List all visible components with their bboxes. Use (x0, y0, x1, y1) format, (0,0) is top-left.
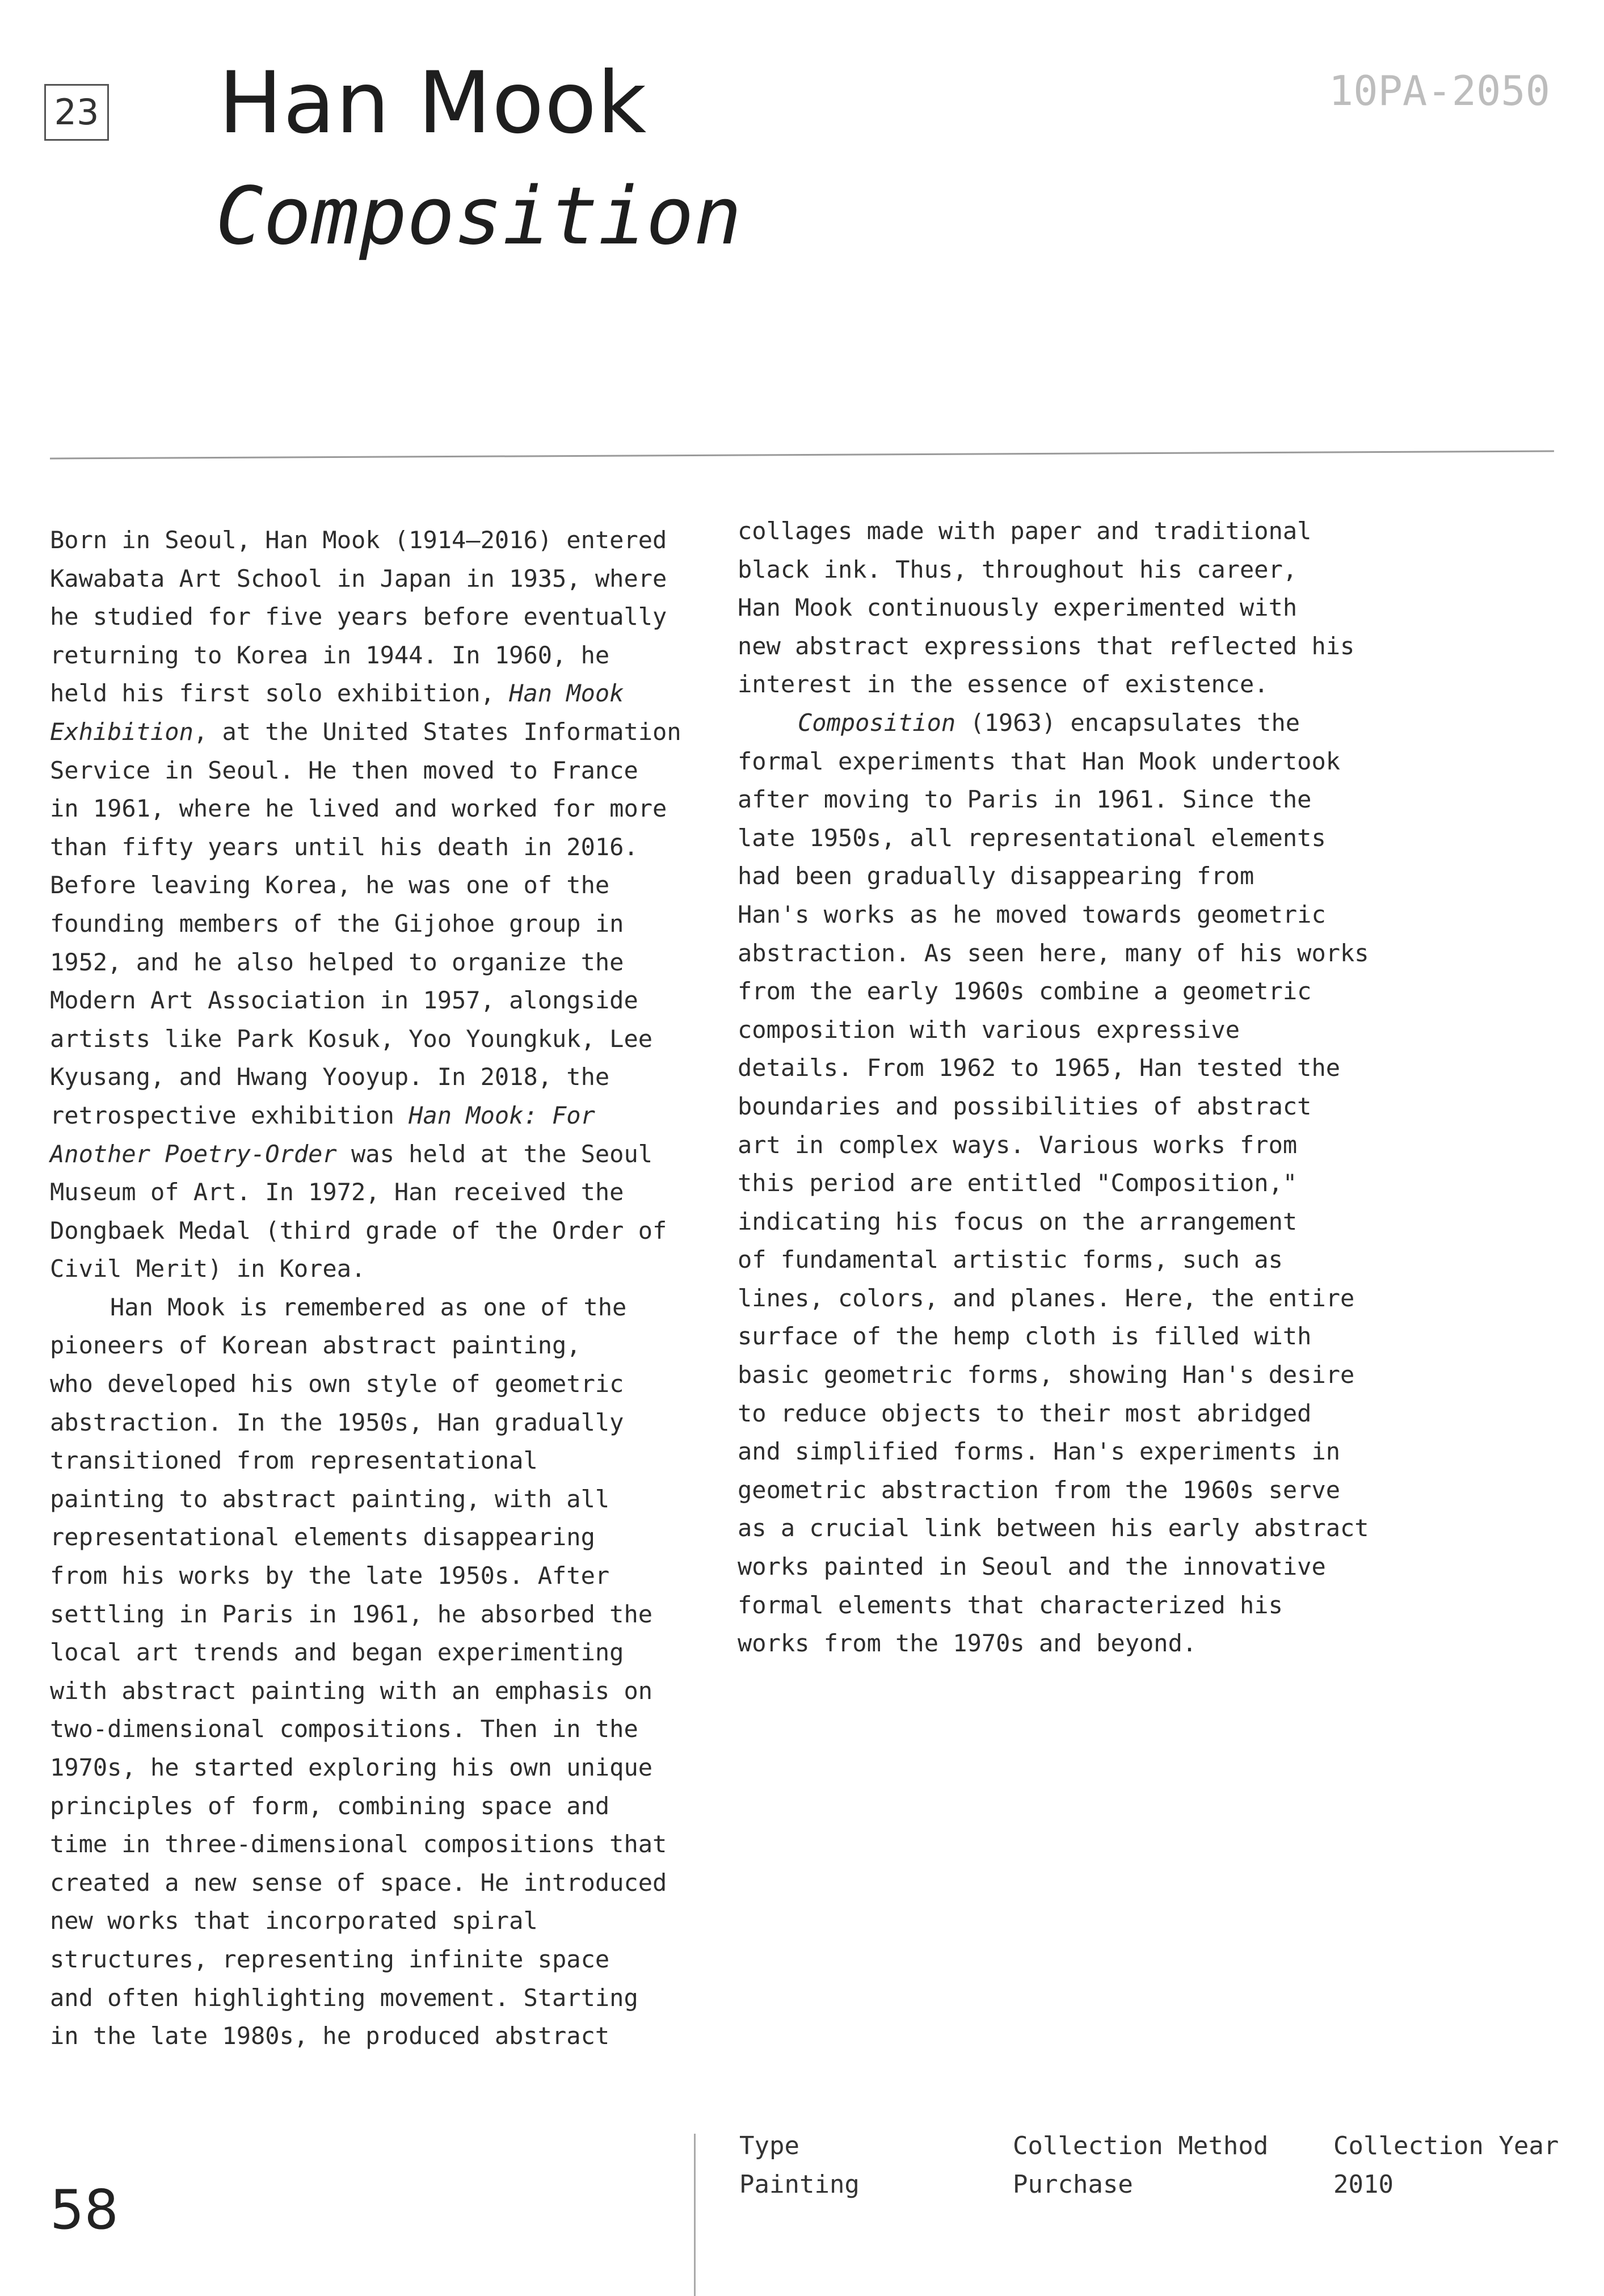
meta-method-label: Collection Method (1013, 2131, 1269, 2160)
paragraph-continued: collages made with paper and traditional black ink. Thus, throughout his career, Han Mook continuously experimented with new abstract expressions that reflected his interest in the essence of existence. (738, 517, 1355, 699)
meta-year-value: 2010 (1333, 2170, 1393, 2199)
accession-code: 10PA-2050 (1328, 67, 1550, 115)
paragraph-bio: Born in Seoul, Han Mook (1914–2016) entered Kawabata Art School in Japan in 1935, where he studied for five years before eventually returning to Korea in 1944. In 1960, he held his first solo exhibition, Han Mook Exhibition, at the United States Information Service in Seoul. He then moved to France in 1961, where he lived and worked for more than fifty years until his death in 2016. Before leaving Korea, he was one of the founding members of the Gijohoe group in 1952, and he also helped to organize the Modern Art Association in 1957, alongside artists like Park Kosuk, Yoo Youngkuk, Lee Kyusang, and Hwang Yooyup. In 2018, the retrospective exhibition Han Mook: For Another Poetry-Order was held at the Seoul Museum of Art. In 1972, Han received the Dongbaek Medal (third grade of the Order of Civil Merit) in Korea. (50, 526, 681, 1283)
artwork-title: Composition (216, 170, 742, 263)
meta-year-label: Collection Year (1333, 2131, 1559, 2160)
artist-name: Han Mook (218, 54, 647, 153)
body-column-right (738, 512, 1396, 1663)
meta-collection-method (1013, 2127, 1268, 2204)
footer-divider (694, 2134, 696, 2296)
meta-type-value: Painting (739, 2170, 860, 2199)
header-rule (50, 451, 1554, 460)
page-number: 58 (50, 2179, 119, 2242)
paragraph-abstraction: Han Mook is remembered as one of the pioneers of Korean abstract painting, who developed his own style of geometric abstraction. In the 1950s, Han gradually transitioned from representational painting to abstract painting, with all representational elements disappearing from his works by the late 1950s. After settling in Paris in 1961, he absorbed the local art trends and began experimenting with abstract painting with an emphasis on two-dimensional compositions. Then in the 1970s, he started exploring his own unique principles of form, combining space and time in three-dimensional compositions that created a new sense of space. He introduced new works that incorporated spiral structures, representing infinite space and often highlighting movement. Starting in the late 1980s, he produced abstract (50, 1293, 667, 2050)
meta-collection-year (1333, 2127, 1559, 2204)
body-column-left (50, 521, 708, 2055)
meta-type (739, 2127, 860, 2204)
paragraph-composition: Composition (1963) encapsulates the formal experiments that Han Mook undertook after moving to Paris in 1961. Since the late 1950s, all representational elements had been gradually disappearing from Han's works as he moved towards geometric abstraction. As seen here, many of his works from the early 1960s combine a geometric composition with various expressive details. From 1962 to 1965, Han tested the boundaries and possibilities of abstract art in complex ways. Various works from this period are entitled "Composition," indicating his focus on the arrangement of fundamental artistic forms, such as lines, colors, and planes. Here, the entire surface of the hemp cloth is filled with basic geometric forms, showing Han's desire to reduce objects to their most abridged and simplified forms. Han's experiments in geometric abstraction from the 1960s serve as a crucial link between his early abstract works painted in Seoul and the innovative formal elements that characterized his works from the 1970s and beyond. (738, 708, 1369, 1658)
meta-type-label: Type (739, 2131, 799, 2160)
entry-number-box: 23 (44, 84, 109, 141)
meta-method-value: Purchase (1013, 2170, 1133, 2199)
